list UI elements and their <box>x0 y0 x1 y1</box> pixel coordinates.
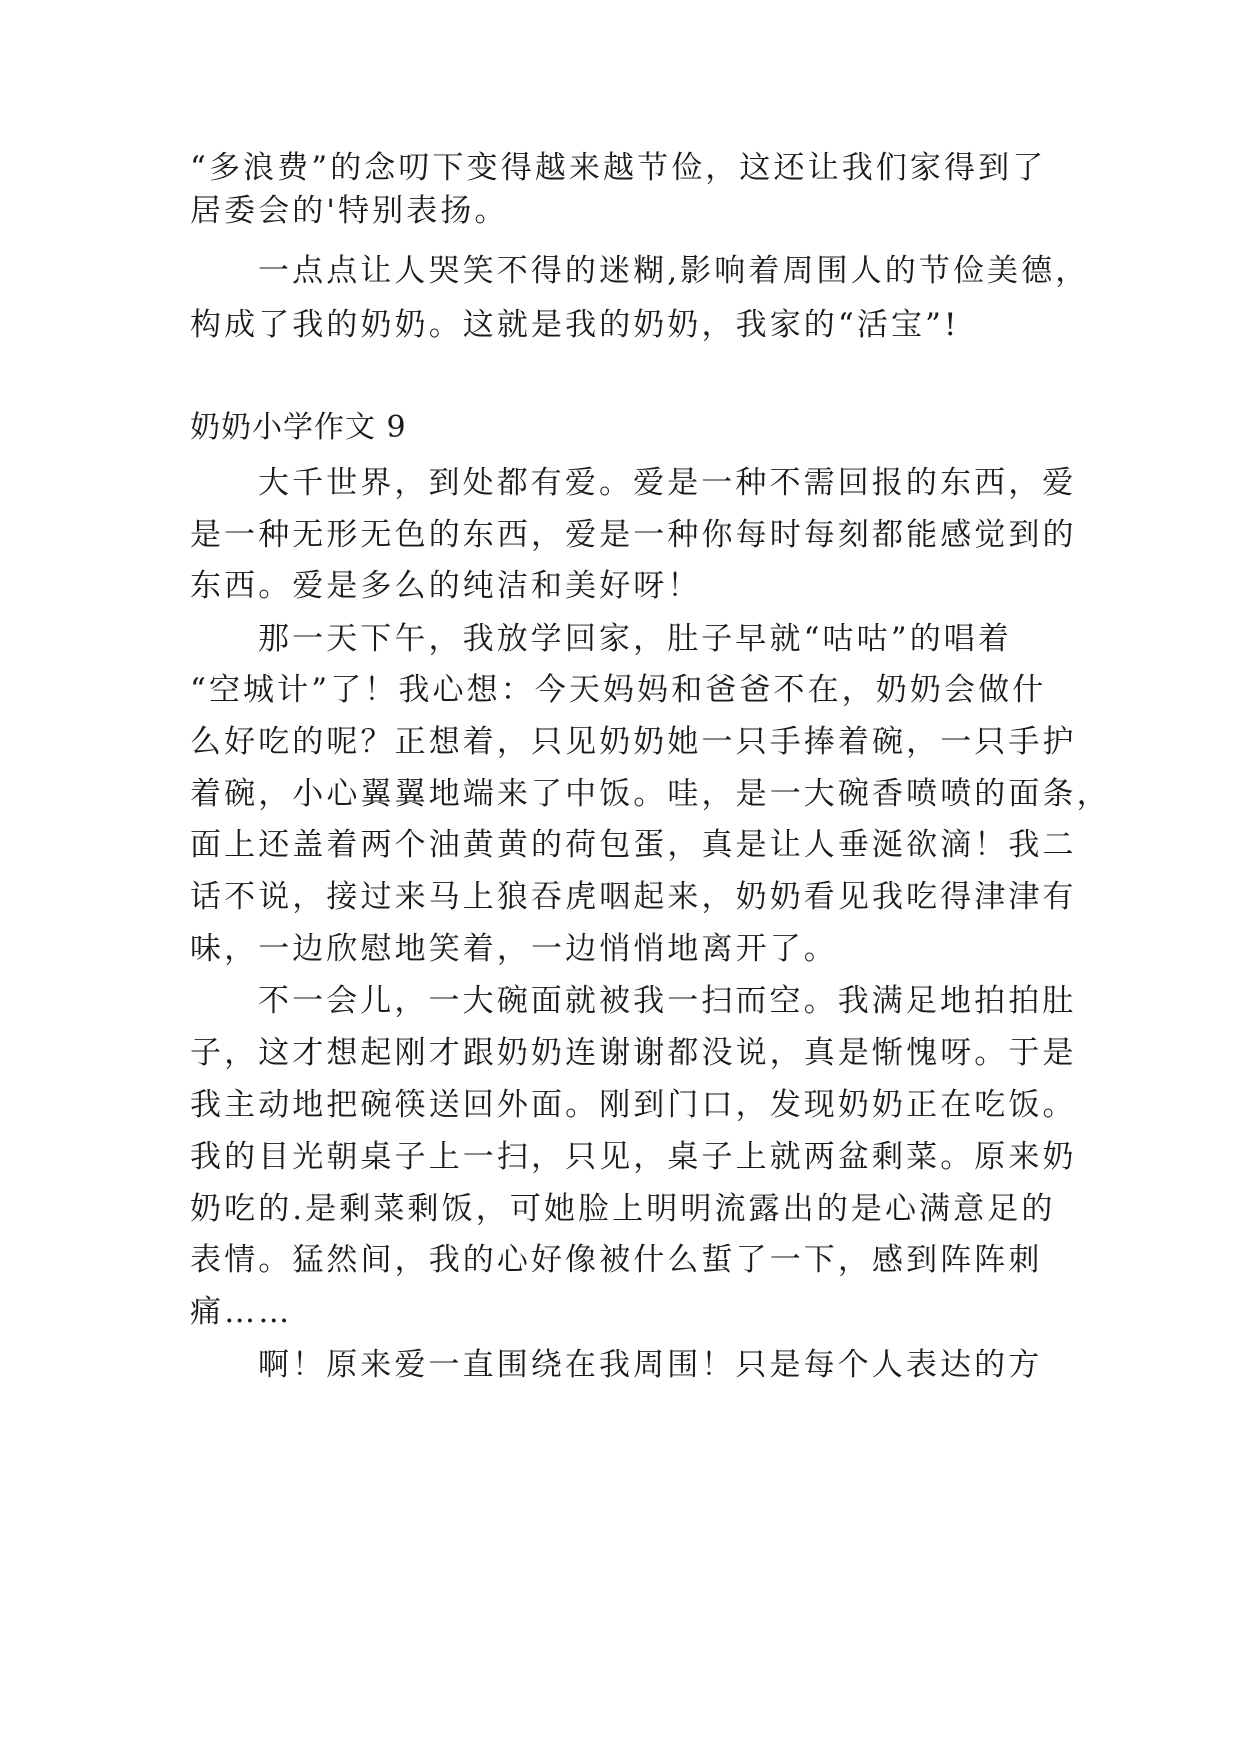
text-line: 么好吃的呢？正想着，只见奶奶她一只手捧着碗，一只手护 <box>190 724 1077 760</box>
text-line: 面上还盖着两个油黄黄的荷包蛋，真是让人垂涎欲滴！我二 <box>190 827 1077 863</box>
text-line: 子，这才想起刚才跟奶奶连谢谢都没说，真是惭愧呀。于是 <box>190 1035 1077 1071</box>
text-line: 着碗，小心翼翼地端来了中饭。哇，是一大碗香喷喷的面条， <box>190 776 1111 812</box>
paragraph-start-line: 大千世界，到处都有爱。爱是一种不需回报的东西，爱 <box>258 465 1077 501</box>
text-line: 居委会的'特别表扬。 <box>190 193 509 229</box>
text-line: 奶吃的.是剩菜剩饭，可她脸上明明流露出的是心满意足的 <box>190 1191 1056 1227</box>
text-line: 构成了我的奶奶。这就是我的奶奶，我家的“活宝”! <box>190 307 960 343</box>
text-line: “空城计”了！我心想：今天妈妈和爸爸不在，奶奶会做什 <box>190 672 1047 708</box>
text-line: “多浪费”的念叨下变得越来越节俭，这还让我们家得到了 <box>190 150 1047 186</box>
text-line: 表情。猛然间，我的心好像被什么蜇了一下，感到阵阵刺 <box>190 1242 1043 1278</box>
text-line: 我的目光朝桌子上一扫，只见，桌子上就两盆剩菜。原来奶 <box>190 1139 1077 1175</box>
essay-title: 奶奶小学作文 9 <box>190 410 407 445</box>
text-line: 我主动地把碗筷送回外面。刚到门口，发现奶奶正在吃饭。 <box>190 1087 1077 1123</box>
paragraph-start-line: 一点点让人哭笑不得的迷糊,影响着周围人的节俭美德， <box>258 253 1090 289</box>
paragraph-start-line: 不一会儿，一大碗面就被我一扫而空。我满足地拍拍肚 <box>258 983 1077 1019</box>
paragraph-start-line: 那一天下午，我放学回家，肚子早就“咕咕”的唱着 <box>258 621 1012 657</box>
text-line: 东西。爱是多么的纯洁和美好呀！ <box>190 568 702 604</box>
text-line: 痛…… <box>190 1294 293 1330</box>
text-line: 是一种无形无色的东西，爱是一种你每时每刻都能感觉到的 <box>190 517 1077 553</box>
paragraph-start-line: 啊！原来爱一直围绕在我周围！只是每个人表达的方 <box>258 1347 1043 1383</box>
text-line: 味，一边欣慰地笑着，一边悄悄地离开了。 <box>190 931 838 967</box>
text-line: 话不说，接过来马上狼吞虎咽起来，奶奶看见我吃得津津有 <box>190 879 1077 915</box>
